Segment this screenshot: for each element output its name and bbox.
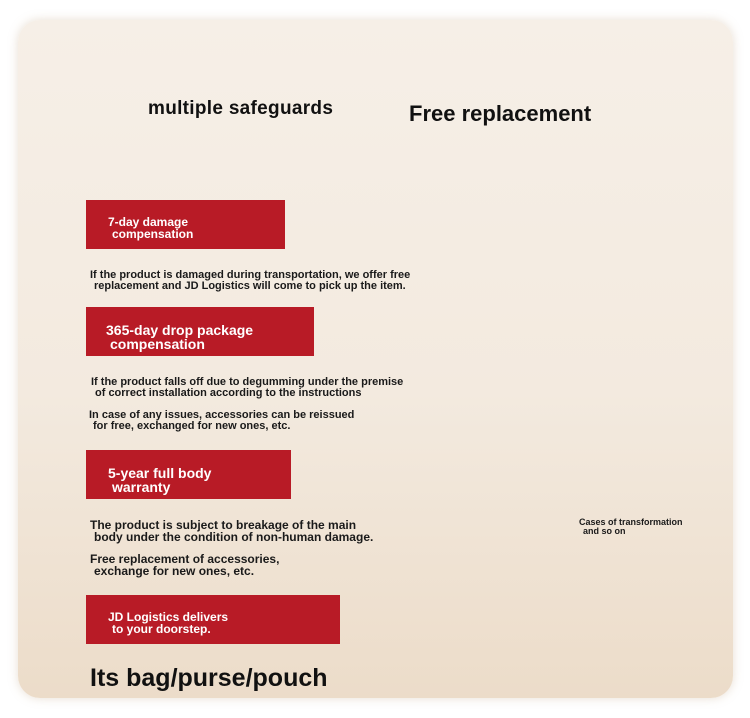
text-line: Cases of transformation: [579, 517, 683, 527]
transformation-note: [579, 518, 683, 536]
badge-line: warranty: [112, 479, 171, 495]
accessories-description: [89, 410, 354, 432]
headline-free-replacement: Free replacement: [409, 101, 592, 126]
badge-365-day-drop: [86, 307, 314, 356]
replacement-description: [90, 553, 279, 577]
text-line: of correct installation according to the instructions: [95, 387, 362, 399]
badge-line: 5-year full body: [108, 465, 212, 481]
text-line: and so on: [583, 526, 626, 536]
badge-line: compensation: [110, 336, 205, 352]
warranty-description: [90, 519, 373, 543]
footer-caption: Its bag/purse/pouch: [90, 664, 328, 692]
text-line: The product is subject to breakage of the main: [90, 518, 357, 532]
text-line: for free, exchanged for new ones, etc.: [93, 420, 291, 432]
badge-7-day-damage: [86, 200, 285, 249]
text-line: replacement and JD Logistics will come to pick up the item.: [94, 280, 406, 292]
badge-line: JD Logistics delivers: [108, 610, 229, 624]
text-line: body under the condition of non-human damage.: [94, 530, 374, 544]
badge-line: compensation: [112, 227, 194, 241]
headline-multiple-safeguards: multiple safeguards: [148, 98, 334, 119]
safeguards-card: [18, 20, 733, 698]
damage-description: [90, 270, 410, 292]
badge-line: 7-day damage: [108, 215, 189, 229]
badge-line: to your doorstep.: [112, 622, 211, 636]
badge-line: 365-day drop package: [106, 322, 254, 338]
text-line: If the product falls off due to degumming under the premise: [91, 376, 404, 388]
badge-5-year-warranty: [86, 450, 291, 499]
text-line: exchange for new ones, etc.: [94, 564, 255, 578]
badge-jd-logistics: [86, 595, 340, 644]
text-line: If the product is damaged during transportation, we offer free: [90, 269, 411, 281]
text-line: In case of any issues, accessories can be reissued: [89, 409, 355, 421]
text-line: Free replacement of accessories,: [90, 552, 280, 566]
drop-description: [91, 377, 403, 399]
